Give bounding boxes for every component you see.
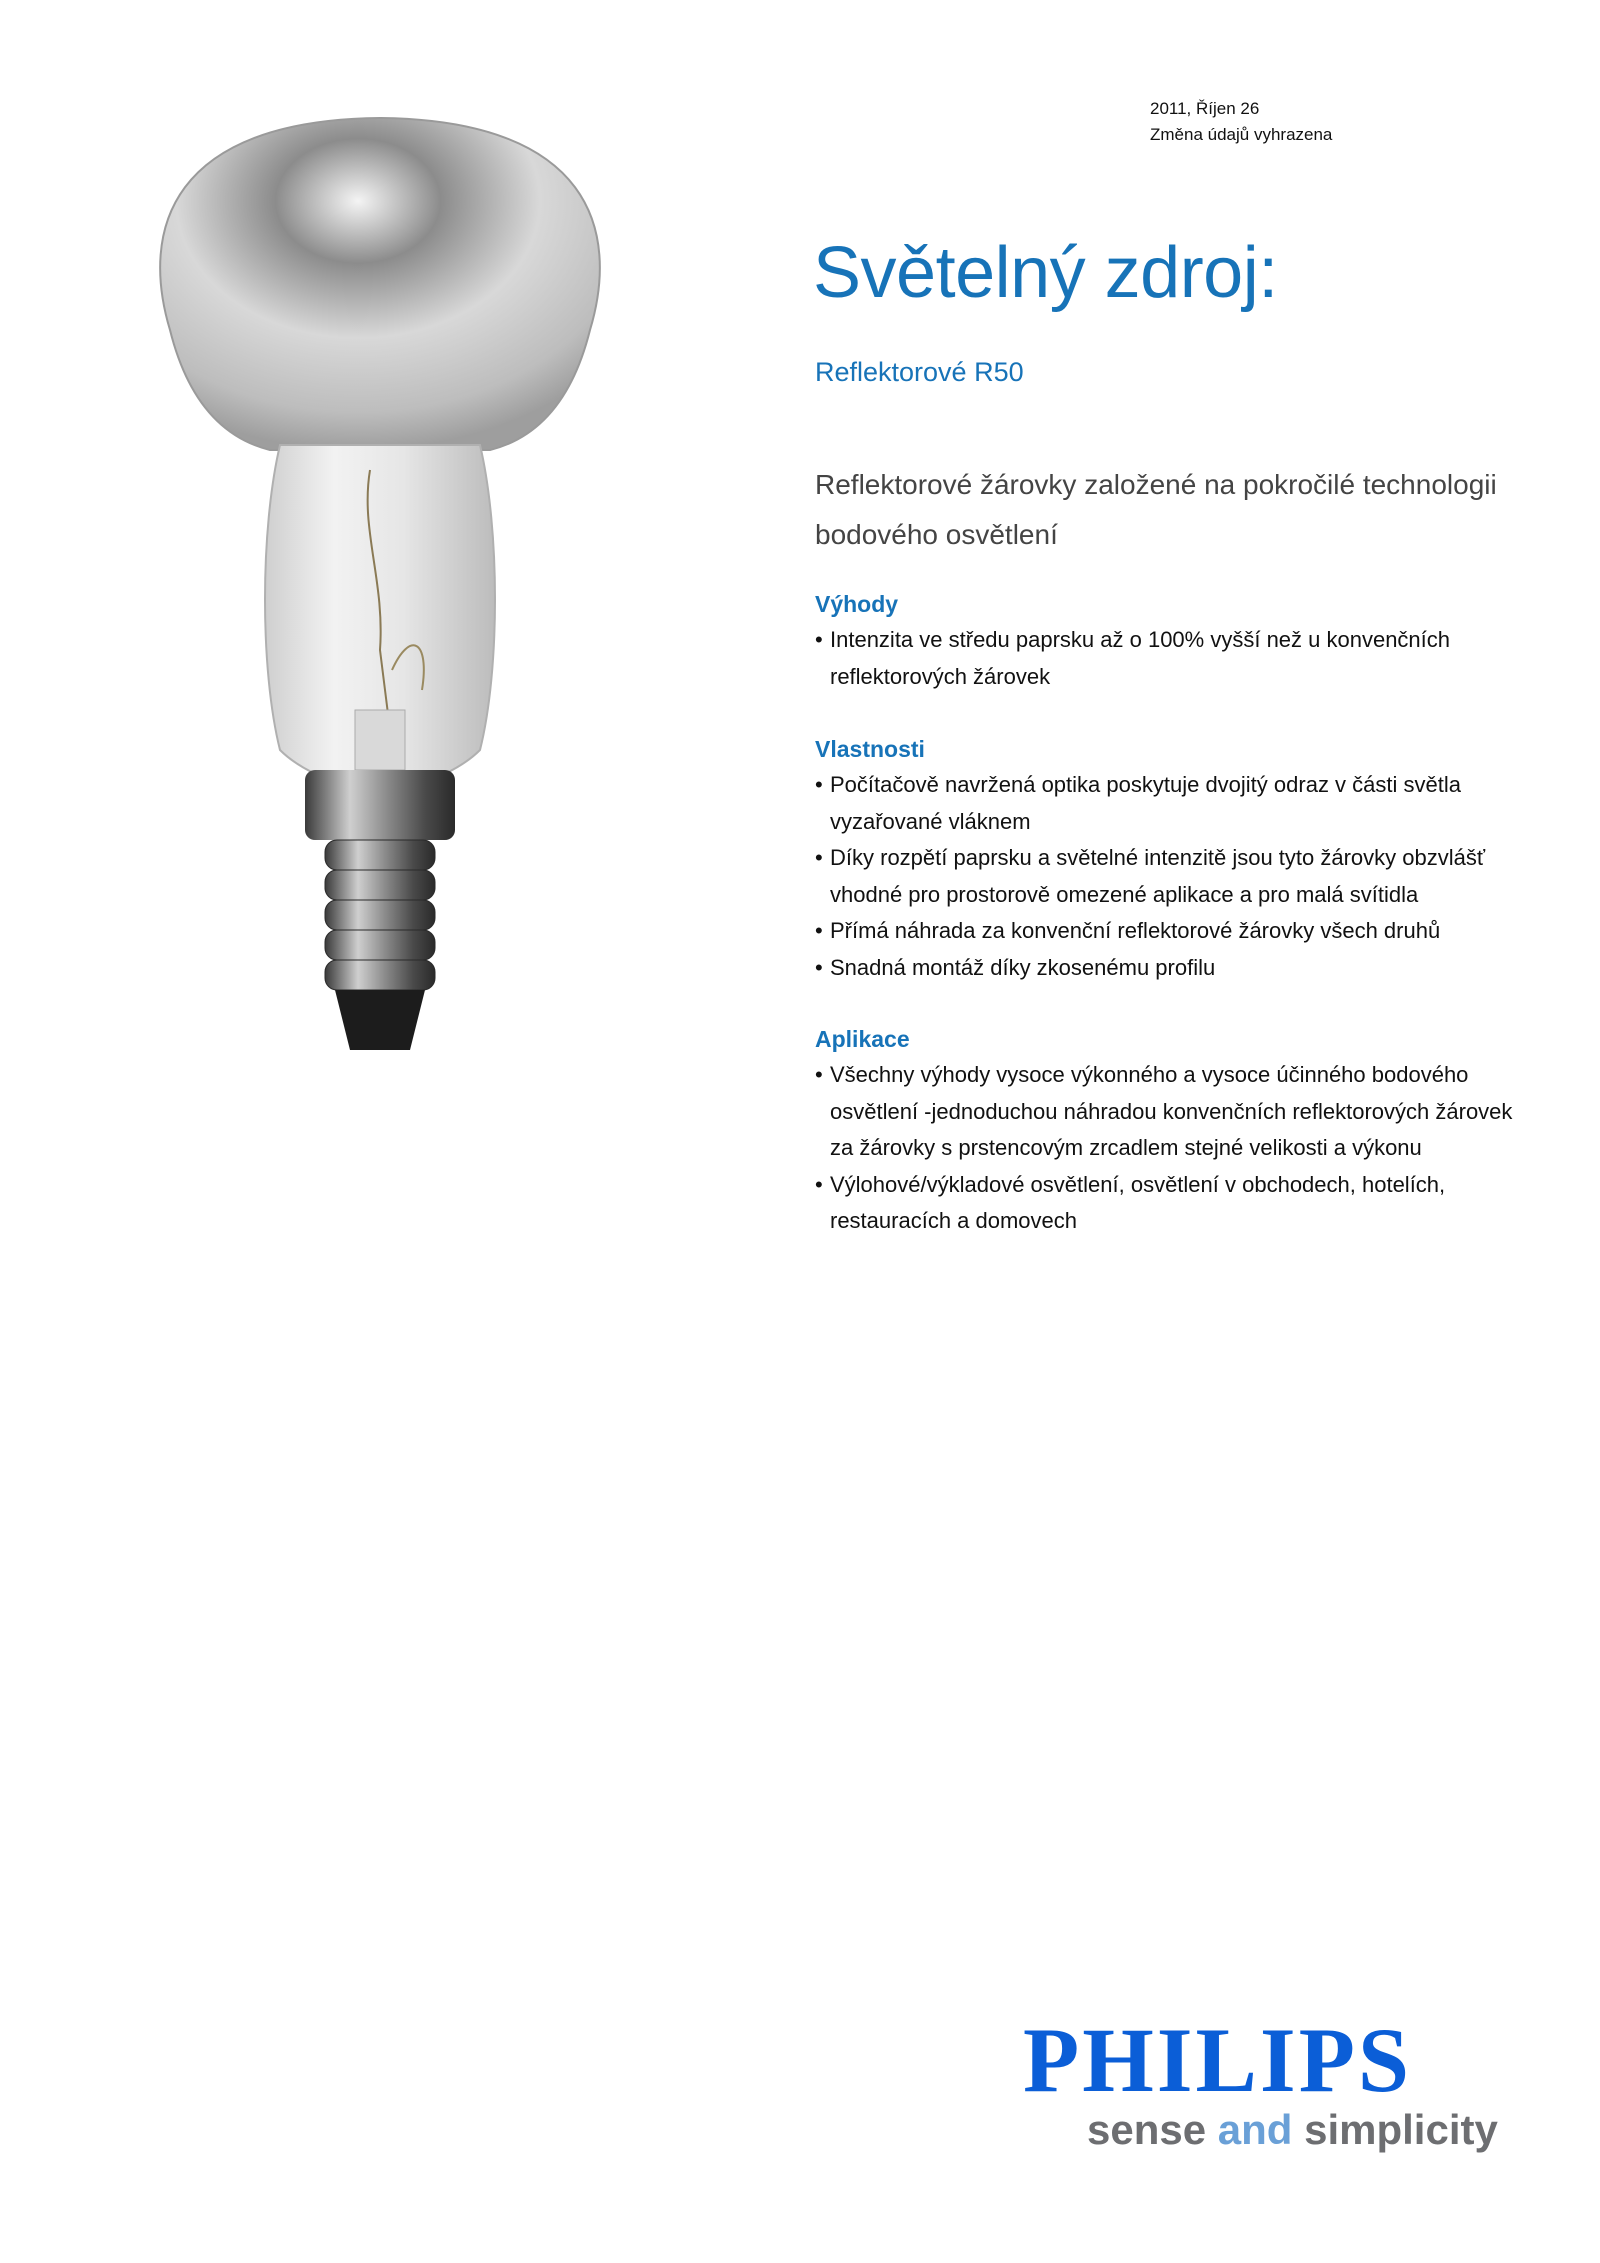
tagline-and: and [1217, 2106, 1293, 2153]
features-heading: Vlastnosti [815, 736, 925, 762]
application-item: • Výlohové/výkladové osvětlení, osvětlení v obchodech, hotelích, restauracích a domovech [815, 1167, 1535, 1240]
brand-tagline [1087, 2100, 1498, 2160]
applications-heading: Aplikace [815, 1026, 910, 1052]
tagline-sense: sense [1087, 2106, 1218, 2153]
feature-item: • Přímá náhrada za konvenční reflektorové žárovky všech druhů [815, 913, 1535, 950]
feature-item: • Díky rozpětí paprsku a světelné intenzitě jsou tyto žárovky obzvlášť vhodné pro prostorově omezené aplikace a pro malá svítidla [815, 840, 1535, 913]
product-intro: Reflektorové žárovky založené na pokročilé technologii bodového osvětlení [815, 469, 1497, 550]
philips-logo: PHILIPS [1023, 2009, 1413, 2111]
benefit-item: • Intenzita ve středu paprsku až o 100% vyšší než u konvenčních reflektorových žárovek [815, 622, 1535, 695]
date-block [1150, 96, 1332, 148]
applications-section [815, 1021, 1535, 1240]
feature-item: • Počítačově navržená optika poskytuje dvojitý odraz v části světla vyzařované vláknem [815, 767, 1535, 840]
benefits-heading: Výhody [815, 591, 899, 617]
reflector-bulb-icon [130, 110, 630, 1090]
publish-date: 2011, Říjen 26 [1150, 99, 1260, 118]
application-item: • Všechny výhody vysoce výkonného a vysoce účinného bodového osvětlení -jednoduchou náhradou konvenčních reflektorových žárovek za žárovky s prstencovým zrcadlem stejné velikosti a výkonu [815, 1057, 1535, 1167]
tagline-simplicity: simplicity [1292, 2106, 1498, 2153]
feature-item: • Snadná montáž díky zkosenému profilu [815, 950, 1535, 987]
change-notice: Změna údajů vyhrazena [1150, 125, 1333, 144]
page-title: Světelný zdroj: [813, 233, 1278, 313]
product-subtitle: Reflektorové R50 [815, 357, 1024, 387]
benefits-section [815, 586, 1535, 695]
features-section [815, 731, 1535, 986]
